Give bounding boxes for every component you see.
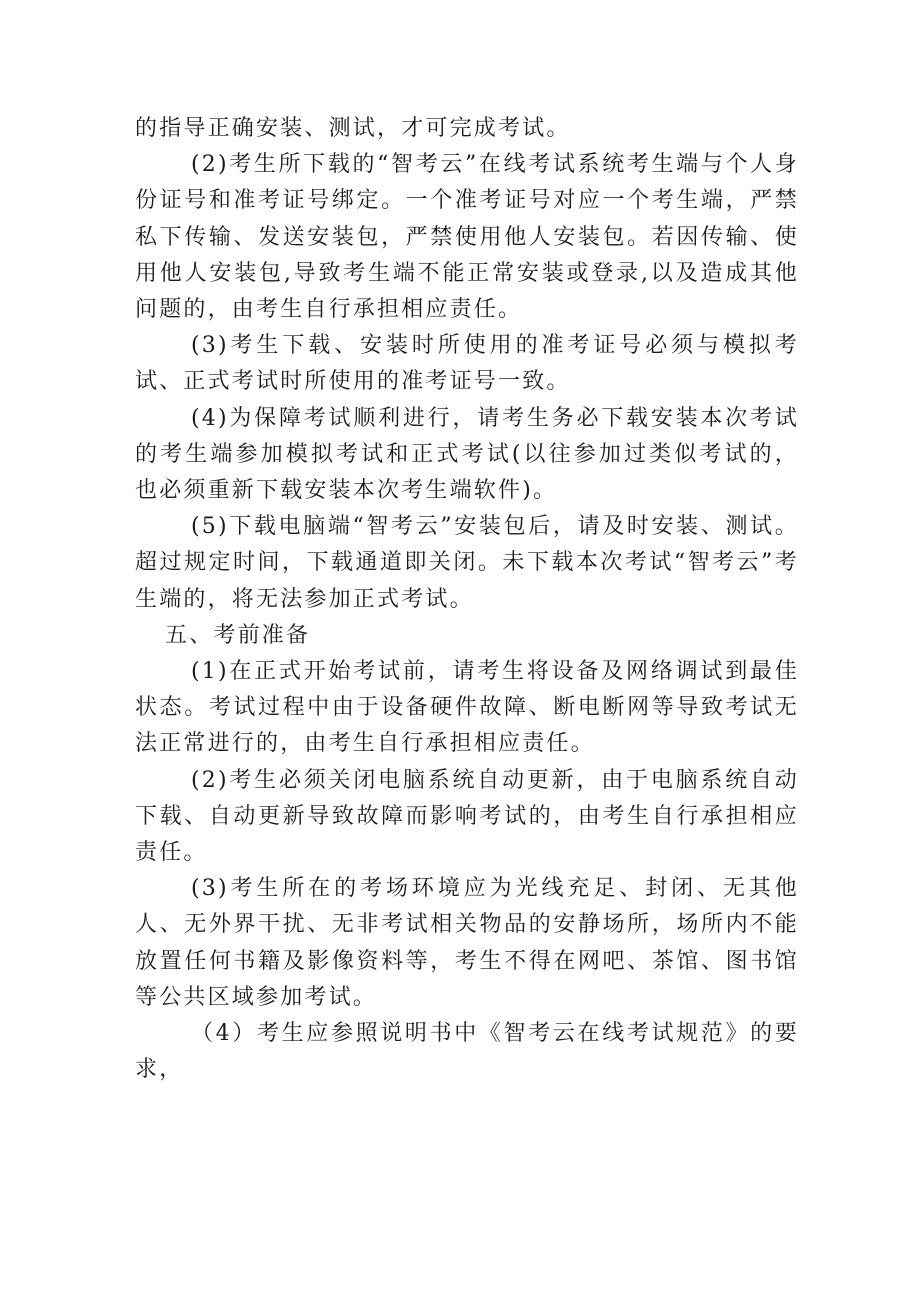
paragraph-continuation: 的指导正确安装、测试，才可完成考试。 bbox=[135, 116, 571, 141]
paragraph-item-5: (5)下载电脑端“智考云”安装包后，请及时安装、测试。超过规定时间，下载通道即关闭。未下载本次考试“智考云”考生端的，将无法参加正式考试。 bbox=[135, 514, 799, 612]
section-paragraph-3: (3)考生所在的考场环境应为光线充足、封闭、无其他人、无外界干扰、无非考试相关物品的安静场所，场所内不能放置任何书籍及影像资料等，考生不得在网吧、茶馆、图书馆等公共区域参加考试。 bbox=[135, 876, 799, 1010]
paragraph-item-2: (2)考生所下载的“智考云”在线考试系统考生端与个人身份证号和准考证号绑定。一个准考证号对应一个考生端，严禁私下传输、发送安装包，严禁使用他人安装包。若因传输、使用他人安装包,导致考生端不能正常安装或登录,以及造成其他问题的，由考生自行承担相应责任。 bbox=[135, 152, 799, 323]
section-paragraph-4: （4）考生应参照说明书中《智考云在线考试规范》的要求， bbox=[135, 1021, 799, 1083]
section-heading: 五、考前准备 bbox=[165, 622, 311, 648]
paragraph-item-3: (3)考生下载、安装时所使用的准考证号必须与模拟考试、正式考试时所使用的准考证号一致。 bbox=[135, 333, 799, 395]
document-body bbox=[135, 111, 799, 1088]
section-paragraph-1: (1)在正式开始考试前，请考生将设备及网络调试到最佳状态。考试过程中由于设备硬件故障、断电断网等导致考试无法正常进行的，由考生自行承担相应责任。 bbox=[135, 659, 799, 757]
paragraph-item-4: (4)为保障考试顺利进行，请考生务必下载安装本次考试的考生端参加模拟考试和正式考试(以往参加过类似考试的，也必须重新下载安装本次考生端软件)。 bbox=[135, 405, 799, 504]
section-paragraph-2: (2)考生必须关闭电脑系统自动更新，由于电脑系统自动下载、自动更新导致故障而影响考试的，由考生自行承担相应责任。 bbox=[135, 767, 799, 866]
